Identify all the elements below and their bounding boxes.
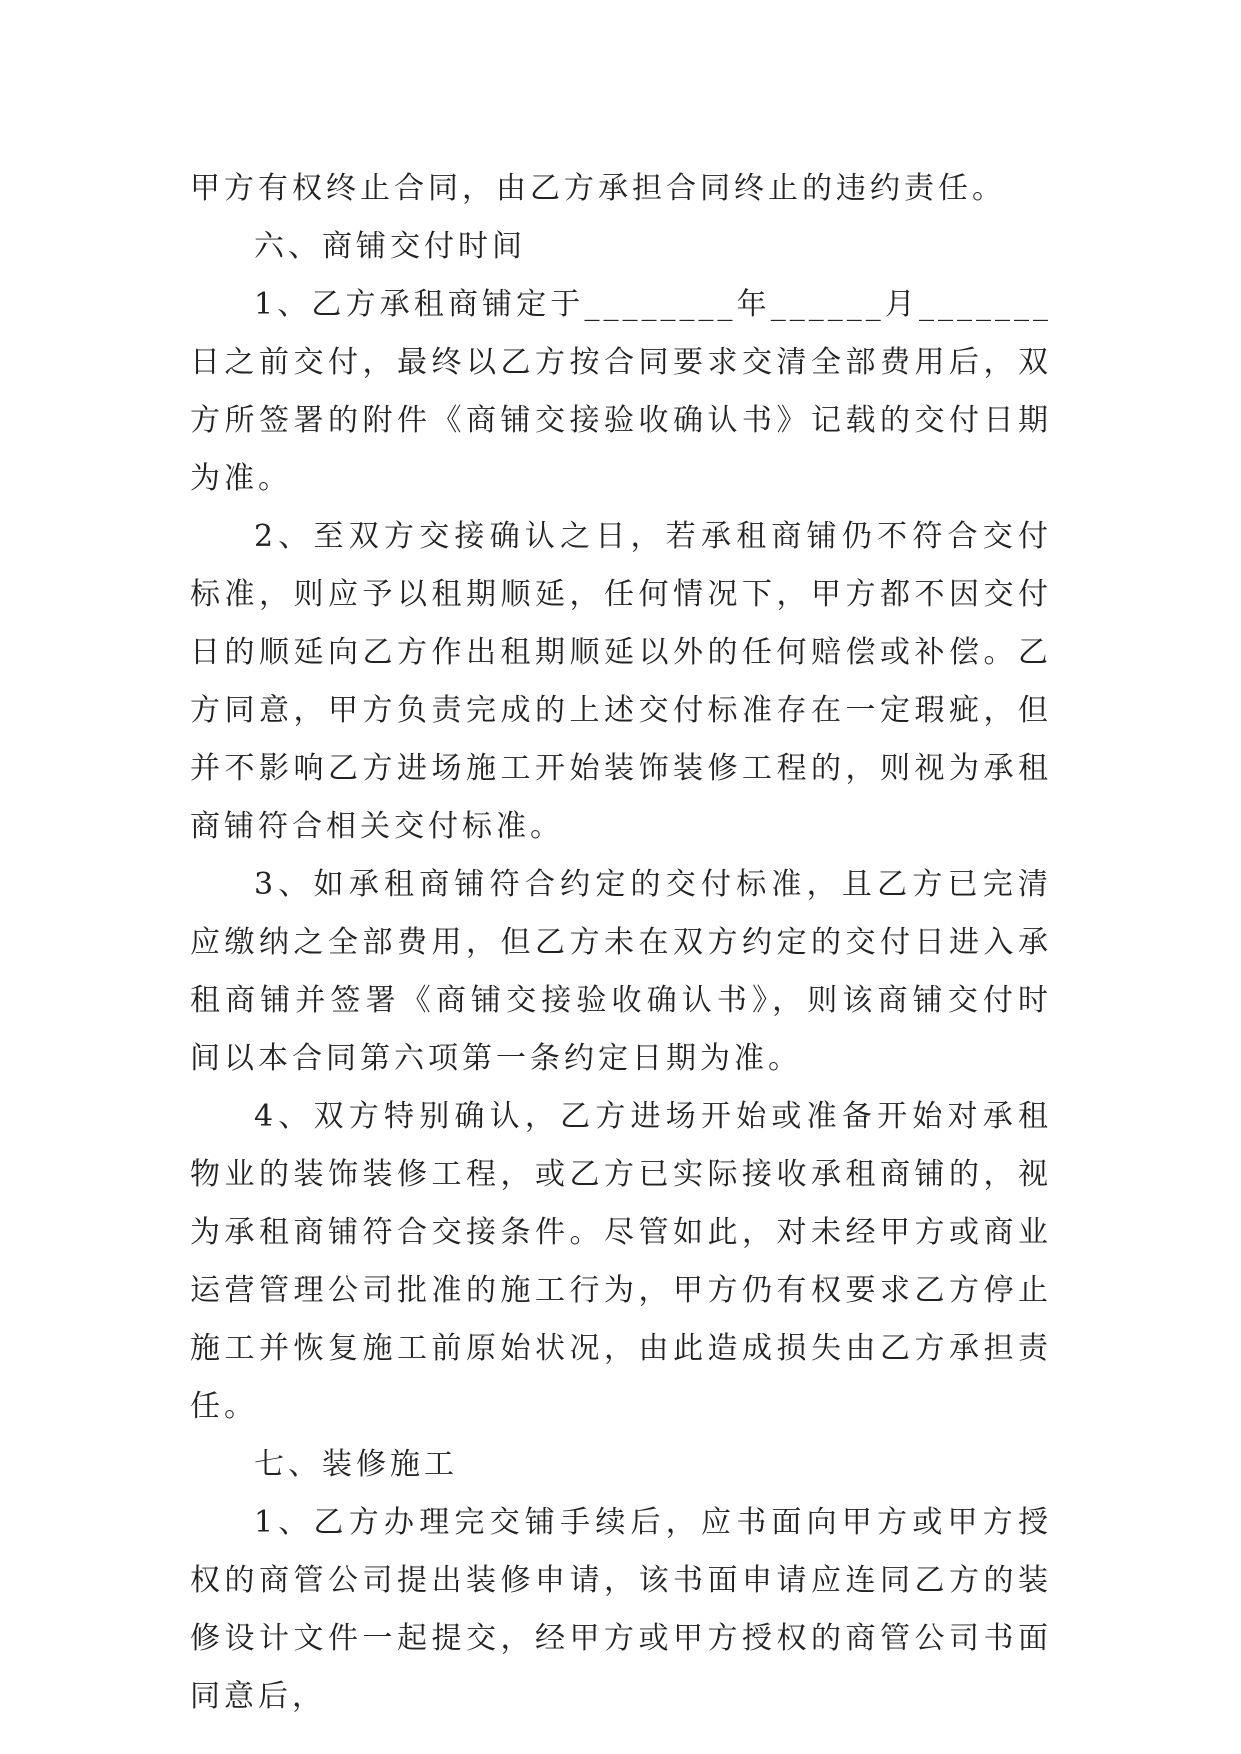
paragraph-continuation: 甲方有权终止合同，由乙方承担合同终止的违约责任。: [190, 171, 1006, 206]
section-heading-renovation: 七、装修施工: [254, 1447, 458, 1482]
clause-6-2: 2、至双方交接确认之日，若承租商铺仍不符合交付标准，则应予以租期顺延，任何情况下，甲方都不因交付日的顺延向乙方作出租期顺延以外的任何赔偿或补偿。乙方同意，甲方负责完成的上述交付标准存在一定瑕疵，但并不影响乙方进场施工开始装饰装修工程的，则视为承租商铺符合相关交付标准。: [190, 519, 1052, 844]
document-body: [190, 160, 1052, 1726]
clause-6-4: 4、双方特别确认，乙方进场开始或准备开始对承租物业的装饰装修工程，或乙方已实际接收承租商铺的，视为承租商铺符合交接条件。尽管如此，对未经甲方或商业运营管理公司批准的施工行为，甲方仍有权要求乙方停止施工并恢复施工前原始状况，由此造成损失由乙方承担责任。: [190, 1099, 1052, 1424]
section-heading-delivery-time: 六、商铺交付时间: [254, 229, 526, 264]
clause-6-3: 3、如承租商铺符合约定的交付标准，且乙方已完清应缴纳之全部费用，但乙方未在双方约定的交付日进入承租商铺并签署《商铺交接验收确认书》，则该商铺交付时间以本合同第六项第一条约定日期为准。: [190, 867, 1052, 1076]
clause-6-1: 1、乙方承租商铺定于________年______月_______日之前交付，最终以乙方按合同要求交清全部费用后，双方所签署的附件《商铺交接验收确认书》记载的交付日期为准。: [190, 287, 1052, 496]
clause-7-1: 1、乙方办理完交铺手续后，应书面向甲方或甲方授权的商管公司提出装修申请，该书面申请应连同乙方的装修设计文件一起提交，经甲方或甲方授权的商管公司书面同意后，: [190, 1505, 1052, 1714]
